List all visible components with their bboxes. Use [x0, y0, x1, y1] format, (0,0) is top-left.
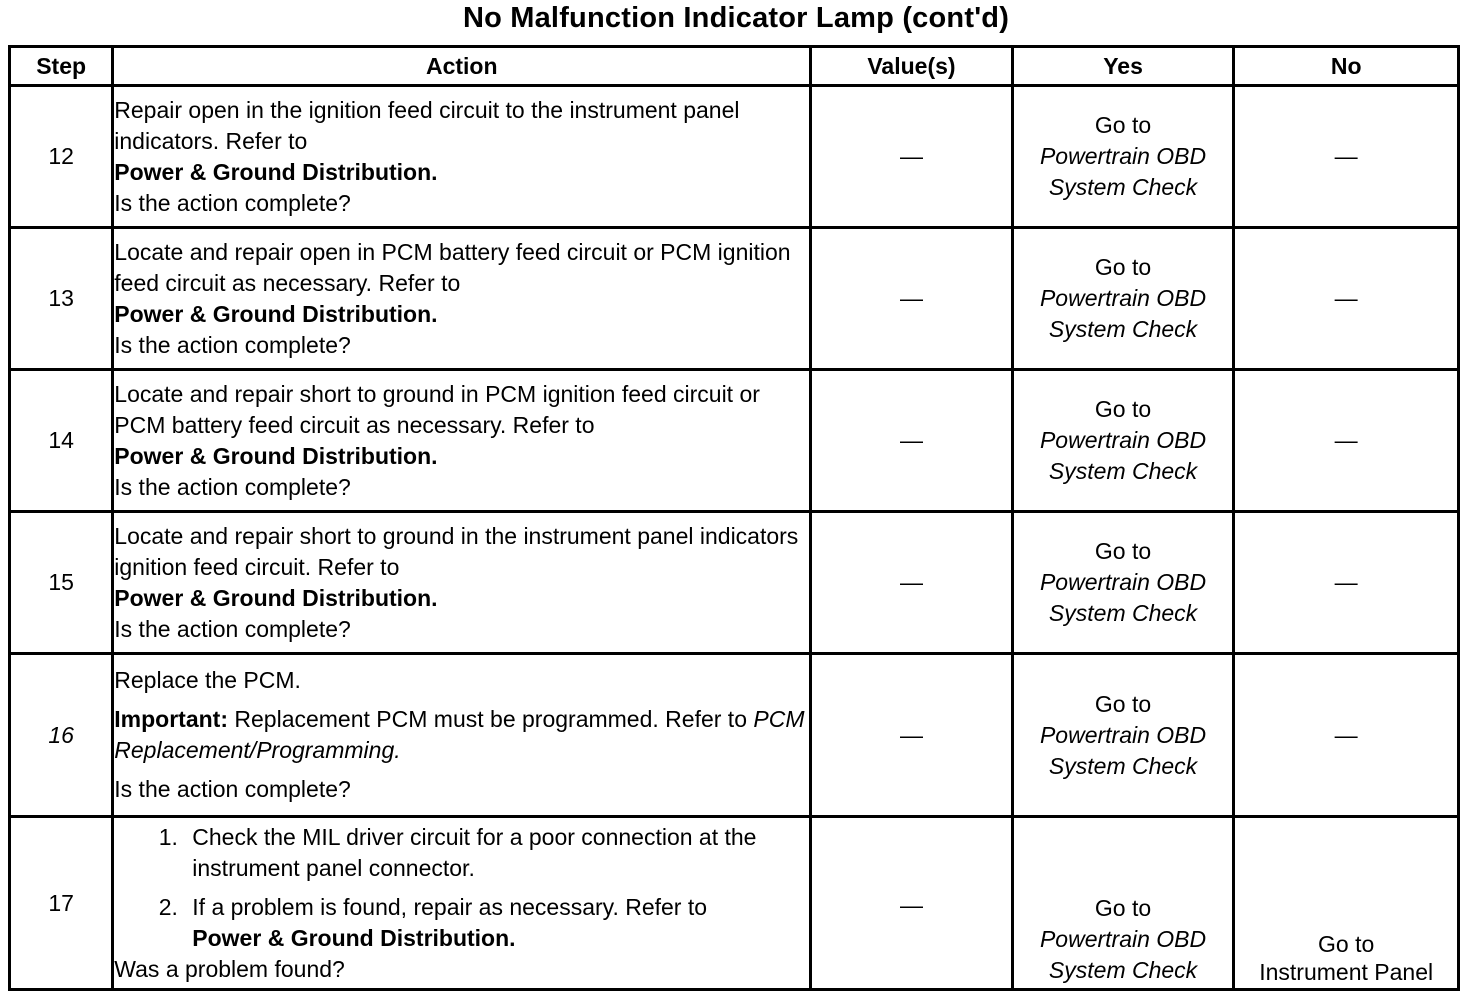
reference-power-ground: Power & Ground Distribution.	[114, 584, 438, 611]
yes-target: Powertrain OBD System Check	[1039, 143, 1207, 200]
action-cell	[113, 228, 811, 370]
no-cell: —	[1234, 228, 1459, 370]
header-yes: Yes	[1012, 47, 1234, 86]
action-cell	[113, 512, 811, 654]
header-step: Step	[10, 47, 113, 86]
yes-go-to: Go to	[1094, 396, 1152, 422]
yes-cell	[1012, 654, 1234, 817]
important-text: Replacement PCM must be programmed. Refer to	[234, 706, 747, 732]
table-row	[10, 817, 1459, 990]
step-number: 15	[10, 512, 113, 654]
action-question: Is the action complete?	[114, 331, 351, 358]
yes-cell	[1012, 512, 1234, 654]
diagnostic-table	[8, 45, 1460, 991]
step-number: 17	[10, 817, 113, 990]
action-cell	[113, 86, 811, 228]
yes-target: Powertrain OBD System Check	[1039, 285, 1207, 342]
action-text: Repair open in the ignition feed circuit to the instrument panel indicators. Refer to	[114, 96, 740, 154]
list-item: 1. Check the MIL driver circuit for a poor connection at the instrument panel connector.	[184, 822, 809, 884]
page-title: No Malfunction Indicator Lamp (cont'd)	[462, 2, 1010, 34]
no-cell: —	[1234, 86, 1459, 228]
list-item-text: If a problem is found, repair as necessary. Refer to	[192, 893, 708, 920]
no-cell: —	[1234, 512, 1459, 654]
no-go-to: Go to	[1318, 931, 1375, 957]
values-cell: —	[811, 512, 1013, 654]
step-number: 16	[10, 654, 113, 817]
table-row	[10, 512, 1459, 654]
action-question: Is the action complete?	[114, 615, 351, 642]
action-question: Is the action complete?	[114, 776, 351, 802]
yes-target: Powertrain OBD System Check	[1039, 569, 1207, 626]
step-number: 12	[10, 86, 113, 228]
yes-target: Powertrain OBD System Check	[1039, 427, 1207, 484]
important-note	[114, 704, 809, 766]
values-cell: —	[811, 817, 1013, 990]
values-cell: —	[811, 370, 1013, 512]
values-cell: —	[811, 228, 1013, 370]
no-cell	[1234, 817, 1459, 990]
yes-go-to: Go to	[1094, 538, 1152, 564]
reference-power-ground: Power & Ground Distribution.	[192, 924, 516, 951]
yes-target: Powertrain OBD System Check	[1039, 926, 1207, 983]
step-number: 13	[10, 228, 113, 370]
action-text: Replace the PCM.	[114, 667, 301, 693]
no-cell: —	[1234, 654, 1459, 817]
action-question: Is the action complete?	[114, 189, 351, 216]
table-header-row	[10, 47, 1459, 86]
action-question: Is the action complete?	[114, 473, 351, 500]
table-row	[10, 86, 1459, 228]
step-number: 14	[10, 370, 113, 512]
no-target: Instrument Panel	[1259, 959, 1434, 985]
yes-go-to: Go to	[1094, 112, 1152, 138]
values-cell: —	[811, 86, 1013, 228]
yes-target: Powertrain OBD System Check	[1039, 721, 1207, 779]
action-cell	[113, 817, 811, 990]
reference-pcm-replacement: PCM Replacement/Programming.	[114, 706, 805, 763]
reference-power-ground: Power & Ground Distribution.	[114, 300, 438, 327]
header-values: Value(s)	[811, 47, 1013, 86]
action-cell	[113, 370, 811, 512]
yes-go-to: Go to	[1094, 690, 1152, 717]
action-text: Locate and repair open in PCM battery feed circuit or PCM ignition feed circuit as necessary. Refer to	[114, 238, 791, 296]
yes-cell	[1012, 817, 1234, 990]
header-action: Action	[113, 47, 811, 86]
yes-go-to: Go to	[1094, 895, 1152, 921]
values-cell: —	[811, 654, 1013, 817]
table-row	[10, 228, 1459, 370]
important-label: Important:	[114, 706, 228, 732]
table-row	[10, 654, 1459, 817]
action-question: Was a problem found?	[114, 955, 345, 982]
action-cell	[113, 654, 811, 817]
reference-power-ground: Power & Ground Distribution.	[114, 158, 438, 185]
reference-power-ground: Power & Ground Distribution.	[114, 442, 438, 469]
table-row	[10, 370, 1459, 512]
action-steps-list	[114, 822, 809, 954]
action-text: Locate and repair short to ground in PCM ignition feed circuit or PCM battery feed circuit as necessary. Refer to	[114, 380, 760, 438]
yes-cell	[1012, 86, 1234, 228]
yes-cell	[1012, 370, 1234, 512]
yes-cell	[1012, 228, 1234, 370]
action-text: Locate and repair short to ground in the instrument panel indicators ignition feed circuit. Refer to	[114, 522, 799, 580]
list-item	[184, 892, 809, 954]
header-no: No	[1234, 47, 1459, 86]
yes-go-to: Go to	[1094, 254, 1152, 280]
no-cell: —	[1234, 370, 1459, 512]
